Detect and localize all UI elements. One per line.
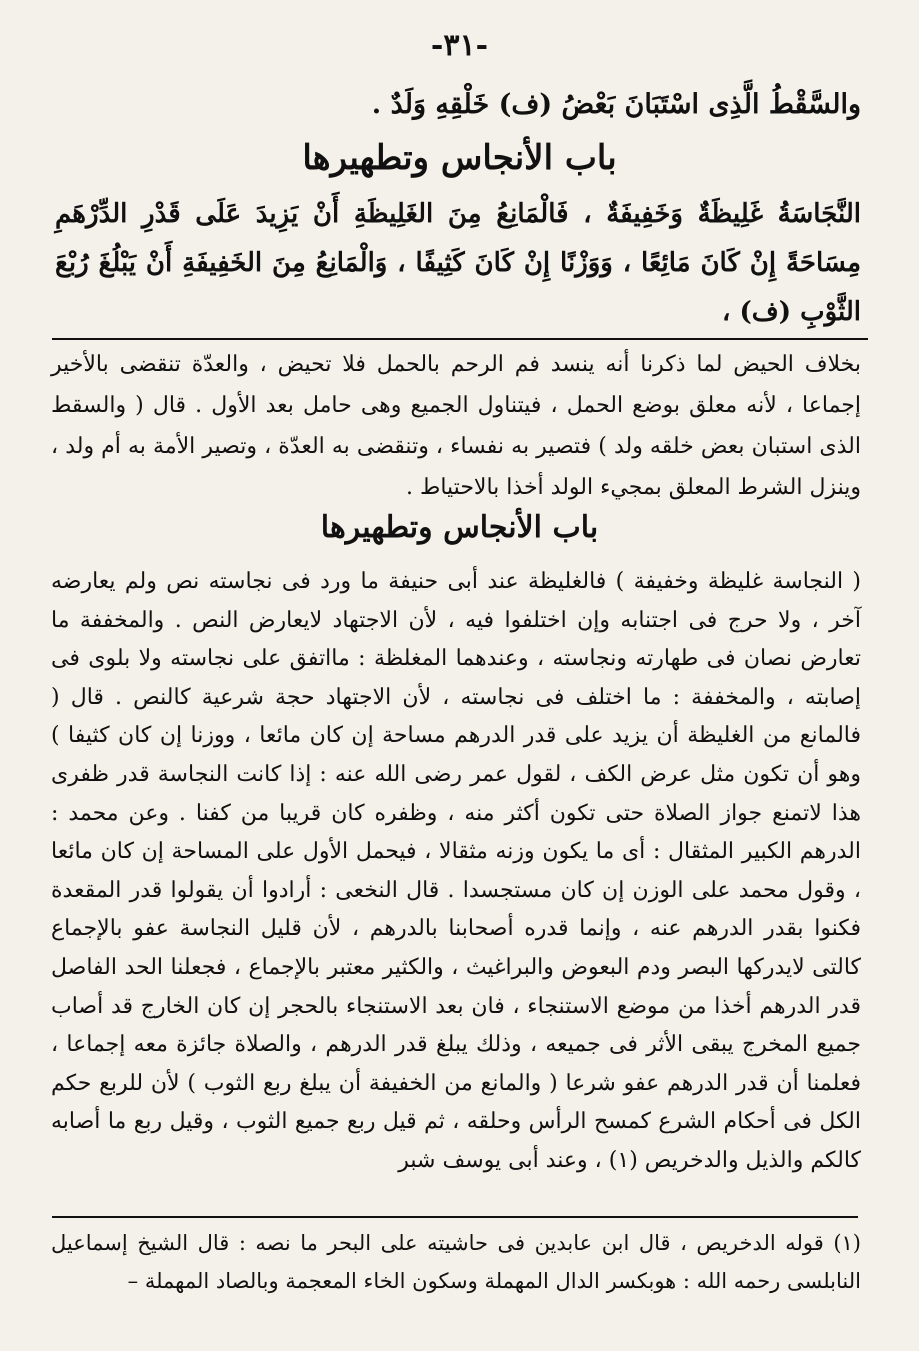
page-number: -٣١-	[430, 28, 489, 63]
chapter-heading-matn: باب الأنجاس وتطهيرها	[302, 138, 617, 178]
matn-paragraph-text: النَّجَاسَةُ غَلِيظَةٌ وَخَفِيفَةٌ ، فَالْمَانِعُ مِنَ الغَلِيظَةِ أَنْ يَزِيدَ عَلَى قَدْرِ الدِّرْهَمِ مِسَاحَةً إِنْ كَانَ مَائِعًا ، وَوَزْنًا إِنْ كَانَ كَثِيفًا ، وَالْمَانِعُ مِنَ الخَفِيفَةِ أَنْ يَبْلُغَ رُبْعَ الثَّوْبِ (ف) ،	[55, 199, 861, 327]
commentary-paragraph-1	[51, 344, 861, 508]
commentary-text-1: بخلاف الحيض لما ذكرنا أنه ينسد فم الرحم بالحمل فلا تحيض ، والعدّة تنقضى بالأخير إجماعا ، لأنه معلق بوضع الحمل ، فيتناول الجميع وهى حامل بعد الأول . قال ( والسقط الذى استبان بعض خلقه ولد ) فتصير به نفساء ، وتنقضى به العدّة ، وتصير الأمة به أم ولد ، وينزل الشرط المعلق بمجيء الولد أخذا بالاحتياط .	[51, 352, 861, 500]
commentary-text-2: ( النجاسة غليظة وخفيفة ) فالغليظة عند أبى حنيفة ما ورد فى نجاسته نص ولم يعارضه آخر ، ولا حرج فى اجتنابه وإن اختلفوا فيه ، لأن الاجتهاد لايعارض النص . والمخففة ما تعارض نصان فى طهارته ونجاسته ، وعندهما المغلظة : مااتفق على نجاسته ولا بلوى فى إصابته ، والمخففة : ما اختلف فى نجاسته ، لأن الاجتهاد حجة شرعية كالنص . قال ( فالمانع من الغليظة أن يزيد على قدر الدرهم مساحة إن كان مائعا ، ووزنا إن كان كثيفا ) وهو أن تكون مثل عرض الكف ، لقول عمر رضى الله عنه : إذا كانت النجاسة قدر ظفرى هذا لاتمنع جواز الصلاة حتى تكون أكثر منه ، وظفره كان قريبا من كفنا . وعن محمد : الدرهم الكبير المثقال : أى ما يكون وزنه مثقالا ، فيحمل الأول على المساحة إن كان مائعا ، وقول محمد على الوزن إن كان مستجسدا . قال النخعى : أرادوا أن يقولوا قدر المقعدة فكنوا بقدر الدرهم عنه ، وإنما قدره أصحابنا بالدرهم ، لأن قليل النجاسة عفو بالإجماع كالتى لايدركها البصر ودم البعوض والبراغيث ، والكثير معتبر بالإجماع ، فجعلنا الحد الفاصل قدر الدرهم أخذا من موضع الاستنجاء ، فان بعد الاستنجاء بالحجر إن كان الخارج قد أصاب جميع المخرج يبقى الأثر فى جميعه ، وذلك يبلغ قدر الدرهم ، والصلاة جائزة معه إجماعا ، فعلمنا أن قدر الدرهم عفو شرعا ( والمانع من الخفيفة أن يبلغ ربع الثوب ) لأن للربع حكم الكل فى أحكام الشرع كمسح الرأس وحلقه ، ثم قيل ربع جميع الثوب ، وقيل ربع ما أصابه كالكم والذيل والدخريص (١) ، وعند أبى يوسف شبر	[51, 569, 861, 1173]
chapter-heading-commentary: باب الأنجاس وتطهيرها	[320, 510, 599, 545]
matn-closing-line: والسَّقْطُ الَّذِى اسْتَبَانَ بَعْضُ (ف) خَلْقِهِ وَلَدٌ .	[371, 89, 861, 120]
matn-paragraph	[55, 190, 861, 337]
footnote-text: (١) قوله الدخريص ، قال ابن عابدين فى حاشيته على البحر ما نصه : قال الشيخ إسماعيل النابلسى رحمه الله : هوبكسر الدال المهملة وسكون الخاء المعجمة وبالصاد المهملة –	[51, 1231, 861, 1293]
footnote	[51, 1224, 861, 1300]
matn-divider	[52, 338, 868, 340]
footnote-divider	[52, 1216, 858, 1218]
commentary-paragraph-2	[51, 563, 861, 1181]
